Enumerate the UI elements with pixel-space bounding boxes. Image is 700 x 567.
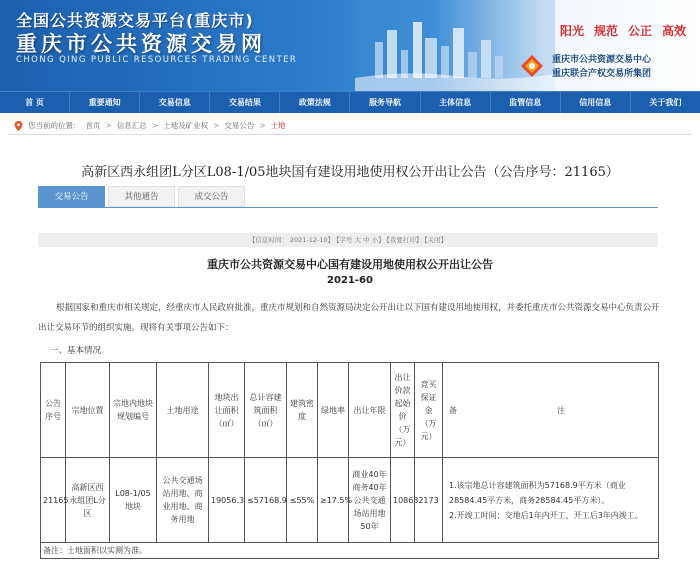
center-name-line1: 重庆市公共资源交易中心 xyxy=(552,55,652,65)
nav-entity-info[interactable]: 主体信息 xyxy=(421,92,491,113)
breadcrumb xyxy=(14,120,286,131)
font-size-switch[interactable]: 【字号 大 中 小】 xyxy=(336,236,385,244)
cell-years: 商业40年商务40年公共交通场站用地50年 xyxy=(349,458,391,543)
header-building-area: 总计容建筑面积（㎡） xyxy=(245,363,287,458)
breadcrumb-separator: > xyxy=(213,121,220,130)
tab-trading-notice[interactable]: 交易公告 xyxy=(38,186,105,207)
nav-supervision-info[interactable]: 监管信息 xyxy=(491,92,561,113)
breadcrumb-trading-notice[interactable]: 交易公告 xyxy=(224,121,255,130)
header-deposit: 竞买保证金（万元） xyxy=(415,363,443,458)
site-header-banner xyxy=(0,0,700,91)
notice-tabs xyxy=(38,186,245,207)
cell-code: L08-1/05地块 xyxy=(110,458,157,543)
header-price: 出让价款起始价（万元） xyxy=(391,363,415,458)
land-info-table xyxy=(40,362,659,559)
slogan-standard: 规范 xyxy=(593,24,618,38)
slogan-efficient: 高效 xyxy=(661,24,686,38)
cell-area: 19056.3 xyxy=(209,458,245,543)
header-use: 土地用途 xyxy=(157,363,209,458)
cell-seq: 21165 xyxy=(41,458,66,543)
nav-policies[interactable]: 政策法规 xyxy=(280,92,350,113)
header-density: 建筑密度 xyxy=(287,363,318,458)
close-link[interactable]: 【关闭】 xyxy=(424,236,448,244)
breadcrumb-separator: > xyxy=(259,121,266,130)
print-link[interactable]: 【我要打印】 xyxy=(386,236,423,244)
article-info-bar xyxy=(38,233,658,247)
divider xyxy=(8,134,692,135)
tab-other-notices[interactable]: 其他通告 xyxy=(108,186,175,207)
section-heading: 一、基本情况 xyxy=(50,346,102,356)
center-logo-icon xyxy=(520,54,544,78)
cell-green: ≥17.5% xyxy=(318,458,349,543)
cell-price: 10863 xyxy=(391,458,415,543)
slogan-fair: 公正 xyxy=(627,24,652,38)
cell-remark xyxy=(443,458,659,543)
header-remark-a: 备 xyxy=(449,405,457,415)
breadcrumb-separator: > xyxy=(151,121,159,130)
header-green: 绿地率 xyxy=(318,363,349,458)
cell-building-area: ≤57168.9 xyxy=(245,458,287,543)
header-area: 地块出让面积（㎡） xyxy=(209,363,245,458)
site-title-line2: 重庆市公共资源交易网 xyxy=(16,32,266,56)
cell-use: 公共交通场站用地、商业用地、商务用地 xyxy=(157,458,209,543)
nav-credit-info[interactable]: 信用信息 xyxy=(561,92,631,113)
main-nav xyxy=(0,91,700,113)
document-intro-paragraph: 根据国家和重庆市相关规定，经重庆市人民政府批准，重庆市规划和自然资源局决定公开出让以下国有建设用地使用权，并委托重庆市公共资源交易中心负责公开出让交易环节的组织实施。现将有关事项公告如下： xyxy=(38,303,660,333)
cell-location: 高新区西永组团L分区 xyxy=(66,458,110,543)
breadcrumb-current-land[interactable]: 土地 xyxy=(270,121,286,130)
cell-deposit: 2173 xyxy=(415,458,443,543)
breadcrumb-home[interactable]: 首页 xyxy=(85,121,101,130)
location-pin-icon xyxy=(14,121,23,131)
header-seq: 公告序号 xyxy=(41,363,66,458)
nav-home[interactable]: 首 页 xyxy=(0,92,70,113)
page-title: 高新区西永组团L分区L08-1/05地块国有建设用地使用权公开出让公告（公告序号：21165） xyxy=(81,165,619,180)
document-title: 重庆市公共资源交易中心国有建设用地使用权公开出让公告 xyxy=(207,258,493,271)
breadcrumb-info-summary[interactable]: 信息汇总 xyxy=(116,121,147,130)
slogan-sunshine: 阳光 xyxy=(559,24,584,38)
nav-important-notices[interactable]: 重要通知 xyxy=(70,92,140,113)
nav-service-guide[interactable]: 服务导航 xyxy=(350,92,420,113)
center-name-line2: 重庆联合产权交易所集团 xyxy=(552,69,652,79)
table-note: 备注：土地面积以实测为准。 xyxy=(41,543,659,559)
site-title-line1: 全国公共资源交易平台(重庆市) xyxy=(16,11,254,30)
document-number: 2021-60 xyxy=(327,275,373,286)
center-name xyxy=(552,53,651,81)
header-remark-b: 注 xyxy=(557,405,565,415)
header-remark xyxy=(443,363,659,458)
breadcrumb-prefix: 您当前的位置： xyxy=(28,121,81,130)
breadcrumb-separator: > xyxy=(105,121,112,130)
tab-deal-notice[interactable]: 成交公告 xyxy=(178,186,245,207)
header-location: 宗地位置 xyxy=(66,363,110,458)
publish-date: 【信息时间： 2021-12-10】 xyxy=(248,236,335,244)
nav-trading-info[interactable]: 交易信息 xyxy=(140,92,210,113)
nav-trading-results[interactable]: 交易结果 xyxy=(210,92,280,113)
remark-line-2: 2.开竣工时间：交地后1年内开工，开工后3年内竣工。 xyxy=(449,510,643,520)
slogan-group xyxy=(560,22,686,39)
table-row xyxy=(41,458,659,543)
header-code: 宗地内地块规划编号 xyxy=(110,363,157,458)
tabs-underline xyxy=(38,207,658,208)
breadcrumb-land-mining[interactable]: 土地及矿业权 xyxy=(163,121,209,130)
table-note-row xyxy=(41,543,659,559)
header-years: 出让年限 xyxy=(349,363,391,458)
remark-line-1: 1.该宗地总计容建筑面积为57168.9平方米（商业28584.45平方米，商务28584.45平方米）。 xyxy=(449,480,626,505)
nav-about-us[interactable]: 关于我们 xyxy=(649,98,682,107)
cell-density: ≤55% xyxy=(287,458,318,543)
site-title-english: CHONG QING PUBLIC RESOURCES TRADING CENTER xyxy=(16,55,298,65)
